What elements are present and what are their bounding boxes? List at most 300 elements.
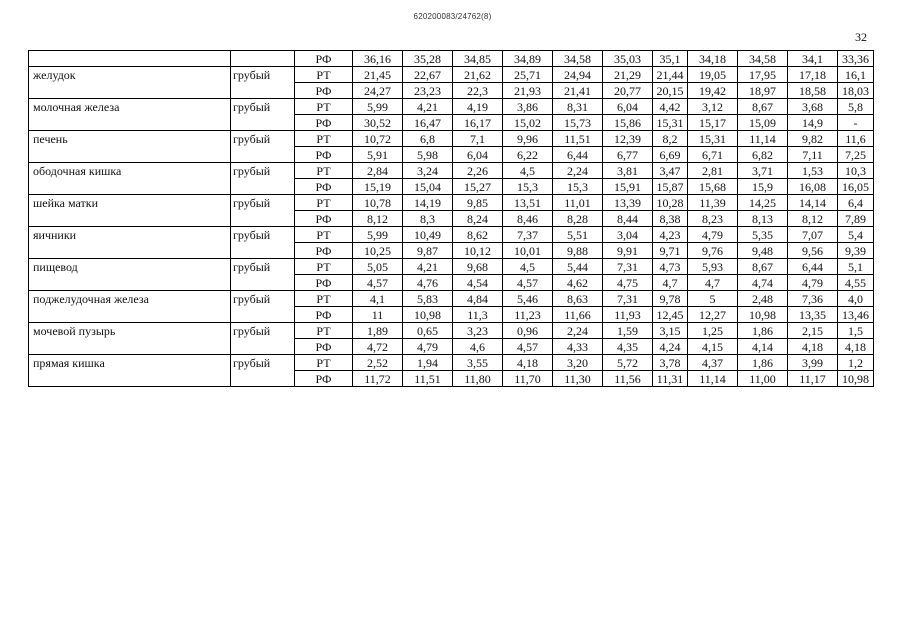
table-row	[29, 147, 874, 163]
value-cell: 6,82	[738, 147, 788, 163]
value-cell: 5,99	[353, 227, 403, 243]
value-cell: 20,77	[603, 83, 653, 99]
region-code: РТ	[295, 291, 353, 307]
region-code: РФ	[295, 307, 353, 323]
value-cell: 2,84	[353, 163, 403, 179]
table-row	[29, 339, 874, 355]
value-cell: 11,00	[738, 371, 788, 387]
value-cell: 12,39	[603, 131, 653, 147]
organ-name	[29, 339, 231, 355]
value-cell: 7,31	[603, 259, 653, 275]
value-cell: 15,68	[688, 179, 738, 195]
organ-name: ободочная кишка	[29, 163, 231, 179]
value-cell: 7,36	[788, 291, 838, 307]
value-cell: -	[838, 115, 874, 131]
value-cell: 16,17	[453, 115, 503, 131]
value-cell: 1,25	[688, 323, 738, 339]
value-cell: 4,6	[453, 339, 503, 355]
value-cell: 4,57	[353, 275, 403, 291]
value-cell: 10,98	[403, 307, 453, 323]
value-cell: 5,72	[603, 355, 653, 371]
value-cell: 4,72	[353, 339, 403, 355]
value-cell: 17,18	[788, 67, 838, 83]
measure-type: грубый	[231, 131, 295, 147]
value-cell: 34,18	[688, 51, 738, 67]
region-code: РФ	[295, 51, 353, 67]
value-cell: 5,35	[738, 227, 788, 243]
organ-name: поджелудочная железа	[29, 291, 231, 307]
value-cell: 7,1	[453, 131, 503, 147]
value-cell: 22,67	[403, 67, 453, 83]
value-cell: 18,58	[788, 83, 838, 99]
value-cell: 36,16	[353, 51, 403, 67]
organ-name	[29, 307, 231, 323]
value-cell: 7,07	[788, 227, 838, 243]
value-cell: 2,15	[788, 323, 838, 339]
table-row	[29, 83, 874, 99]
value-cell: 18,97	[738, 83, 788, 99]
value-cell: 4,19	[453, 99, 503, 115]
value-cell: 4,5	[503, 163, 553, 179]
value-cell: 8,67	[738, 259, 788, 275]
measure-type	[231, 275, 295, 291]
value-cell: 1,2	[838, 355, 874, 371]
value-cell: 14,25	[738, 195, 788, 211]
value-cell: 34,58	[738, 51, 788, 67]
value-cell: 4,57	[503, 275, 553, 291]
value-cell: 8,31	[553, 99, 603, 115]
organ-name	[29, 83, 231, 99]
value-cell: 21,62	[453, 67, 503, 83]
value-cell: 35,1	[653, 51, 688, 67]
region-code: РТ	[295, 259, 353, 275]
value-cell: 2,48	[738, 291, 788, 307]
value-cell: 8,12	[353, 211, 403, 227]
value-cell: 8,62	[453, 227, 503, 243]
value-cell: 4,84	[453, 291, 503, 307]
region-code: РФ	[295, 211, 353, 227]
value-cell: 9,88	[553, 243, 603, 259]
value-cell: 5,98	[403, 147, 453, 163]
table-row	[29, 371, 874, 387]
value-cell: 8,44	[603, 211, 653, 227]
organ-name: молочная железа	[29, 99, 231, 115]
value-cell: 11,31	[653, 371, 688, 387]
measure-type: грубый	[231, 259, 295, 275]
value-cell: 3,12	[688, 99, 738, 115]
value-cell: 11,66	[553, 307, 603, 323]
region-code: РФ	[295, 275, 353, 291]
value-cell: 4,24	[653, 339, 688, 355]
value-cell: 35,28	[403, 51, 453, 67]
value-cell: 22,3	[453, 83, 503, 99]
value-cell: 15,19	[353, 179, 403, 195]
value-cell: 6,22	[503, 147, 553, 163]
value-cell: 9,82	[788, 131, 838, 147]
measure-type: грубый	[231, 99, 295, 115]
organ-name	[29, 275, 231, 291]
value-cell: 4,73	[653, 259, 688, 275]
value-cell: 15,17	[688, 115, 738, 131]
table-row	[29, 243, 874, 259]
value-cell: 11,80	[453, 371, 503, 387]
value-cell: 8,12	[788, 211, 838, 227]
value-cell: 9,78	[653, 291, 688, 307]
value-cell: 6,44	[553, 147, 603, 163]
value-cell: 13,46	[838, 307, 874, 323]
value-cell: 8,67	[738, 99, 788, 115]
value-cell: 9,56	[788, 243, 838, 259]
value-cell: 11,56	[603, 371, 653, 387]
table-row	[29, 67, 874, 83]
region-code: РТ	[295, 355, 353, 371]
value-cell: 35,03	[603, 51, 653, 67]
value-cell: 17,95	[738, 67, 788, 83]
region-code: РТ	[295, 131, 353, 147]
measure-type	[231, 51, 295, 67]
organ-name: печень	[29, 131, 231, 147]
value-cell: 14,19	[403, 195, 453, 211]
value-cell: 15,73	[553, 115, 603, 131]
value-cell: 15,3	[503, 179, 553, 195]
organ-name	[29, 243, 231, 259]
value-cell: 11,14	[738, 131, 788, 147]
value-cell: 34,85	[453, 51, 503, 67]
value-cell: 4,57	[503, 339, 553, 355]
value-cell: 3,23	[453, 323, 503, 339]
value-cell: 3,78	[653, 355, 688, 371]
value-cell: 10,98	[838, 371, 874, 387]
value-cell: 8,23	[688, 211, 738, 227]
value-cell: 4,21	[403, 99, 453, 115]
table-row	[29, 51, 874, 67]
value-cell: 15,27	[453, 179, 503, 195]
value-cell: 4,21	[403, 259, 453, 275]
measure-type: грубый	[231, 227, 295, 243]
value-cell: 11,23	[503, 307, 553, 323]
table-row	[29, 259, 874, 275]
table-row	[29, 355, 874, 371]
value-cell: 11,30	[553, 371, 603, 387]
measure-type	[231, 115, 295, 131]
value-cell: 19,42	[688, 83, 738, 99]
table-row	[29, 179, 874, 195]
region-code: РТ	[295, 67, 353, 83]
value-cell: 25,71	[503, 67, 553, 83]
value-cell: 2,24	[553, 163, 603, 179]
value-cell: 33,36	[838, 51, 874, 67]
value-cell: 3,71	[738, 163, 788, 179]
value-cell: 4,23	[653, 227, 688, 243]
value-cell: 15,3	[553, 179, 603, 195]
measure-type: грубый	[231, 291, 295, 307]
measure-type	[231, 179, 295, 195]
value-cell: 7,25	[838, 147, 874, 163]
value-cell: 3,47	[653, 163, 688, 179]
organ-name: желудок	[29, 67, 231, 83]
value-cell: 13,39	[603, 195, 653, 211]
value-cell: 4,62	[553, 275, 603, 291]
value-cell: 4,79	[403, 339, 453, 355]
value-cell: 21,41	[553, 83, 603, 99]
table-row	[29, 307, 874, 323]
value-cell: 5,91	[353, 147, 403, 163]
table-row	[29, 227, 874, 243]
value-cell: 4,18	[838, 339, 874, 355]
value-cell: 4,7	[653, 275, 688, 291]
value-cell: 10,28	[653, 195, 688, 211]
organ-name	[29, 179, 231, 195]
value-cell: 15,9	[738, 179, 788, 195]
value-cell: 16,08	[788, 179, 838, 195]
value-cell: 11,70	[503, 371, 553, 387]
region-code: РТ	[295, 163, 353, 179]
value-cell: 10,49	[403, 227, 453, 243]
value-cell: 4,55	[838, 275, 874, 291]
value-cell: 21,45	[353, 67, 403, 83]
value-cell: 15,31	[653, 115, 688, 131]
value-cell: 4,79	[788, 275, 838, 291]
value-cell: 14,14	[788, 195, 838, 211]
value-cell: 16,05	[838, 179, 874, 195]
value-cell: 0,96	[503, 323, 553, 339]
value-cell: 11,14	[688, 371, 738, 387]
value-cell: 11,3	[453, 307, 503, 323]
value-cell: 15,31	[688, 131, 738, 147]
value-cell: 4,5	[503, 259, 553, 275]
value-cell: 7,89	[838, 211, 874, 227]
value-cell: 6,8	[403, 131, 453, 147]
value-cell: 8,24	[453, 211, 503, 227]
value-cell: 16,47	[403, 115, 453, 131]
table-row	[29, 131, 874, 147]
value-cell: 6,77	[603, 147, 653, 163]
value-cell: 8,46	[503, 211, 553, 227]
value-cell: 8,38	[653, 211, 688, 227]
value-cell: 11,51	[553, 131, 603, 147]
value-cell: 15,02	[503, 115, 553, 131]
value-cell: 4,76	[403, 275, 453, 291]
document-id: 620200083/24762(8)	[413, 12, 492, 21]
region-code: РФ	[295, 179, 353, 195]
value-cell: 4,54	[453, 275, 503, 291]
value-cell: 0,65	[403, 323, 453, 339]
measure-type	[231, 371, 295, 387]
value-cell: 7,11	[788, 147, 838, 163]
organ-name: яичники	[29, 227, 231, 243]
organ-name: шейка матки	[29, 195, 231, 211]
organ-name: пищевод	[29, 259, 231, 275]
value-cell: 11,6	[838, 131, 874, 147]
value-cell: 12,27	[688, 307, 738, 323]
value-cell: 1,59	[603, 323, 653, 339]
measure-type: грубый	[231, 163, 295, 179]
measure-type	[231, 307, 295, 323]
value-cell: 9,39	[838, 243, 874, 259]
measure-type	[231, 211, 295, 227]
value-cell: 4,37	[688, 355, 738, 371]
value-cell: 20,15	[653, 83, 688, 99]
value-cell: 5,51	[553, 227, 603, 243]
value-cell: 8,63	[553, 291, 603, 307]
value-cell: 13,35	[788, 307, 838, 323]
value-cell: 19,05	[688, 67, 738, 83]
value-cell: 30,52	[353, 115, 403, 131]
value-cell: 9,85	[453, 195, 503, 211]
measure-type	[231, 147, 295, 163]
value-cell: 10,01	[503, 243, 553, 259]
value-cell: 9,76	[688, 243, 738, 259]
value-cell: 10,3	[838, 163, 874, 179]
value-cell: 10,72	[353, 131, 403, 147]
value-cell: 4,15	[688, 339, 738, 355]
organ-name	[29, 115, 231, 131]
value-cell: 4,74	[738, 275, 788, 291]
table-row	[29, 211, 874, 227]
value-cell: 11,93	[603, 307, 653, 323]
region-code: РТ	[295, 323, 353, 339]
value-cell: 9,87	[403, 243, 453, 259]
value-cell: 8,28	[553, 211, 603, 227]
value-cell: 4,35	[603, 339, 653, 355]
value-cell: 1,89	[353, 323, 403, 339]
value-cell: 8,13	[738, 211, 788, 227]
value-cell: 7,37	[503, 227, 553, 243]
value-cell: 11,17	[788, 371, 838, 387]
value-cell: 4,14	[738, 339, 788, 355]
organ-name: прямая кишка	[29, 355, 231, 371]
value-cell: 34,1	[788, 51, 838, 67]
value-cell: 5,83	[403, 291, 453, 307]
value-cell: 11,51	[403, 371, 453, 387]
value-cell: 4,18	[503, 355, 553, 371]
value-cell: 3,15	[653, 323, 688, 339]
value-cell: 34,58	[553, 51, 603, 67]
value-cell: 21,44	[653, 67, 688, 83]
region-code: РФ	[295, 339, 353, 355]
region-code: РФ	[295, 115, 353, 131]
measure-type	[231, 339, 295, 355]
value-cell: 6,04	[603, 99, 653, 115]
value-cell: 5,05	[353, 259, 403, 275]
value-cell: 5,44	[553, 259, 603, 275]
value-cell: 1,53	[788, 163, 838, 179]
value-cell: 14,9	[788, 115, 838, 131]
value-cell: 10,12	[453, 243, 503, 259]
region-code: РФ	[295, 243, 353, 259]
value-cell: 6,69	[653, 147, 688, 163]
table-row	[29, 115, 874, 131]
value-cell: 8,3	[403, 211, 453, 227]
table-row	[29, 99, 874, 115]
organ-name: мочевой пузырь	[29, 323, 231, 339]
table-row	[29, 195, 874, 211]
value-cell: 5,46	[503, 291, 553, 307]
organ-name	[29, 147, 231, 163]
value-cell: 4,33	[553, 339, 603, 355]
value-cell: 2,81	[688, 163, 738, 179]
value-cell: 6,71	[688, 147, 738, 163]
value-cell: 10,78	[353, 195, 403, 211]
value-cell: 9,91	[603, 243, 653, 259]
organ-name	[29, 371, 231, 387]
value-cell: 3,55	[453, 355, 503, 371]
value-cell: 11,01	[553, 195, 603, 211]
measure-type: грубый	[231, 323, 295, 339]
table-body	[29, 51, 874, 387]
region-code: РФ	[295, 147, 353, 163]
value-cell: 15,04	[403, 179, 453, 195]
value-cell: 9,68	[453, 259, 503, 275]
value-cell: 4,7	[688, 275, 738, 291]
organ-name	[29, 51, 231, 67]
value-cell: 1,5	[838, 323, 874, 339]
value-cell: 4,0	[838, 291, 874, 307]
region-code: РТ	[295, 99, 353, 115]
value-cell: 5,4	[838, 227, 874, 243]
value-cell: 4,18	[788, 339, 838, 355]
value-cell: 15,86	[603, 115, 653, 131]
value-cell: 5,1	[838, 259, 874, 275]
measure-type: грубый	[231, 67, 295, 83]
value-cell: 18,03	[838, 83, 874, 99]
value-cell: 1,86	[738, 323, 788, 339]
value-cell: 15,87	[653, 179, 688, 195]
value-cell: 23,23	[403, 83, 453, 99]
value-cell: 4,75	[603, 275, 653, 291]
value-cell: 6,4	[838, 195, 874, 211]
value-cell: 2,26	[453, 163, 503, 179]
value-cell: 11,72	[353, 371, 403, 387]
region-code: РФ	[295, 83, 353, 99]
table-row	[29, 323, 874, 339]
incidence-table	[28, 50, 874, 387]
value-cell: 21,29	[603, 67, 653, 83]
value-cell: 3,86	[503, 99, 553, 115]
measure-type: грубый	[231, 355, 295, 371]
table-row	[29, 163, 874, 179]
value-cell: 5,8	[838, 99, 874, 115]
measure-type	[231, 83, 295, 99]
value-cell: 9,48	[738, 243, 788, 259]
value-cell: 3,24	[403, 163, 453, 179]
measure-type	[231, 243, 295, 259]
value-cell: 1,94	[403, 355, 453, 371]
table-row	[29, 275, 874, 291]
value-cell: 2,52	[353, 355, 403, 371]
value-cell: 11,39	[688, 195, 738, 211]
value-cell: 3,81	[603, 163, 653, 179]
value-cell: 12,45	[653, 307, 688, 323]
value-cell: 13,51	[503, 195, 553, 211]
value-cell: 15,09	[738, 115, 788, 131]
value-cell: 6,04	[453, 147, 503, 163]
value-cell: 34,89	[503, 51, 553, 67]
value-cell: 15,91	[603, 179, 653, 195]
value-cell: 24,27	[353, 83, 403, 99]
value-cell: 6,44	[788, 259, 838, 275]
value-cell: 16,1	[838, 67, 874, 83]
value-cell: 4,79	[688, 227, 738, 243]
value-cell: 4,1	[353, 291, 403, 307]
measure-type: грубый	[231, 195, 295, 211]
value-cell: 2,24	[553, 323, 603, 339]
value-cell: 3,04	[603, 227, 653, 243]
value-cell: 10,25	[353, 243, 403, 259]
region-code: РТ	[295, 195, 353, 211]
table-row	[29, 291, 874, 307]
value-cell: 5,99	[353, 99, 403, 115]
